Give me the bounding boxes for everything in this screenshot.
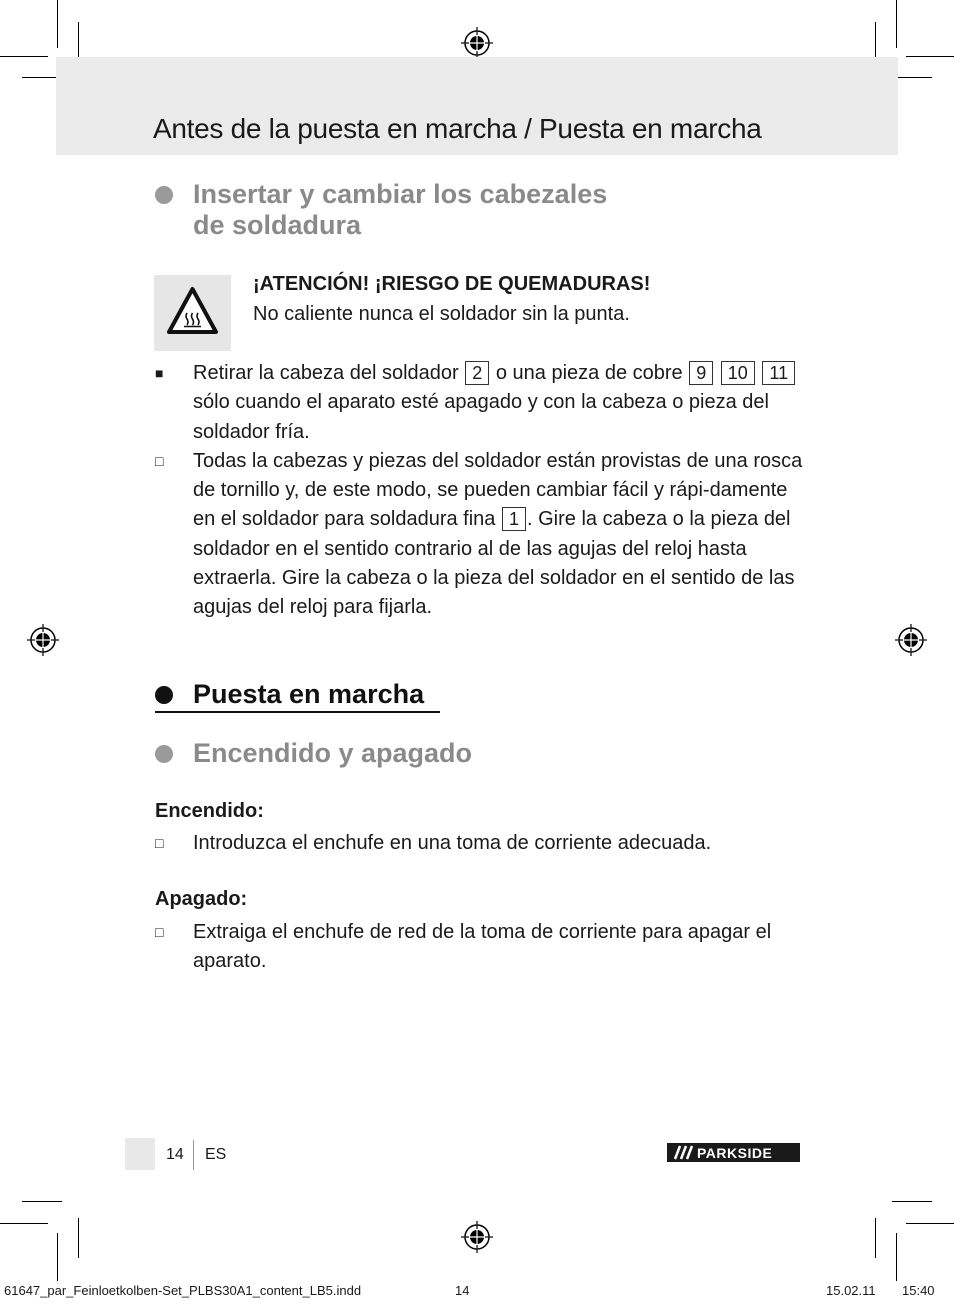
crop-mark [78,1218,79,1258]
square-bullet-icon: ■ [155,365,164,381]
brand-name: PARKSIDE [697,1144,773,1161]
checkbox-bullet-icon: □ [155,924,164,940]
apagado-list [155,918,805,977]
page-title: Antes de la puesta en marcha / Puesta en marcha [153,113,762,144]
crop-mark [896,1233,897,1281]
item-text: o una pieza de cobre [495,362,683,384]
part-reference: 10 [721,361,755,385]
section-title-line: de soldadura [193,210,362,240]
brand-logo [667,1143,800,1162]
crop-mark [0,56,48,57]
slug-time: 15:40 [902,1283,935,1298]
item-text: Extraiga el enchufe de red de la toma de corriente para apagar el aparato. [193,921,772,973]
warning-text: No caliente nunca el soldador sin la punta. [253,303,630,325]
section-title-puesta: Puesta en marcha [193,679,425,709]
warning-heading: ¡ATENCIÓN! ¡RIESGO DE QUEMADURAS! [253,273,651,295]
brand-stripes-icon [669,1143,695,1162]
crop-mark [906,1223,954,1224]
footer-box [125,1138,155,1170]
crop-mark [57,1233,58,1281]
crop-mark [892,77,932,78]
section-bullet-icon [155,186,173,204]
item-text: . Gire la cabeza o la pieza del soldador en el sentido contrario al de las agujas del reloj hasta extraerla. Gire la cabeza o la pieza del soldador en el sentido de las agujas del reloj para fijarla. [193,508,795,619]
subheading-apagado: Apagado: [155,888,248,910]
crop-mark [875,22,876,62]
checkbox-bullet-icon: □ [155,452,164,469]
item-text: Retirar la cabeza del soldador [193,362,459,384]
item-text: sólo cuando el aparato esté apagado y con la cabeza o pieza del soldador fría. [193,391,769,443]
registration-mark-icon [27,624,59,656]
crop-mark [57,0,58,48]
section-underline [155,711,440,713]
part-reference: 2 [465,361,489,385]
crop-mark [906,56,954,57]
slug-date: 15.02.11 [826,1283,876,1298]
list-item [155,829,805,858]
section-title-encendido: Encendido y apagado [193,738,473,768]
item-text: Todas la cabezas y piezas del soldador están provistas de una rosca de tornillo y, de este modo, se pueden cambiar fácil y rápi-damente en el soldador para soldadura fina [193,449,803,531]
section-title-insertar [193,179,607,241]
part-reference: 11 [762,361,795,385]
section-bullet-icon [155,745,173,763]
crop-mark [0,1223,48,1224]
page-number: 14 [166,1146,184,1163]
crop-mark [875,1218,876,1258]
instruction-list [155,359,805,623]
slug-page: 14 [455,1283,470,1298]
part-reference: 1 [502,507,526,531]
crop-mark [896,0,897,48]
section-bullet-icon [155,686,173,704]
registration-mark-icon [461,27,493,59]
list-item [155,447,805,623]
crop-mark [22,1201,62,1202]
registration-mark-icon [461,1221,493,1253]
part-reference: 9 [689,361,713,385]
list-item [155,359,805,447]
list-item [155,918,805,977]
hot-surface-warning-icon [154,275,231,351]
crop-mark [892,1201,932,1202]
warning-box [154,275,231,351]
subheading-encendido: Encendido: [155,800,264,822]
slug-file: 61647_par_Feinloetkolben-Set_PLBS30A1_content_LB5.indd [4,1283,362,1298]
language-code: ES [205,1146,227,1163]
registration-mark-icon [895,624,927,656]
encendido-list [155,829,805,858]
section-title-line: Insertar y cambiar los cabezales [193,179,608,209]
footer-divider [193,1140,194,1170]
checkbox-bullet-icon: □ [155,835,164,851]
crop-mark [78,22,79,62]
item-text: Introduzca el enchufe en una toma de corriente adecuada. [193,832,712,854]
